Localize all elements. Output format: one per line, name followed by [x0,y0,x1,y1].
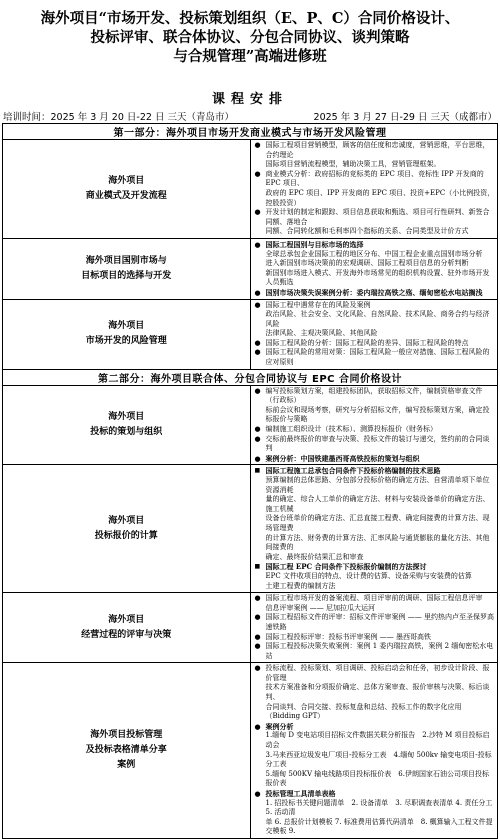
content-line [253,770,496,789]
title-line-3: 与合规管理”高端进修班 [173,48,327,65]
content-text: 量的确定、综合人工单价的确定方法、材料与安装设备单价的确定方法、施工机械 [265,495,490,513]
content-line [253,683,496,702]
content-text: 国际工程施工总承包合同条件下投标价格编制的技术思路 [265,466,441,476]
section-title: 第二部分：海外项目联合体、分包合同协议与 EPC 合同价格设计 [3,369,498,385]
content-line [253,160,496,170]
bullet-icon: ● [254,425,261,434]
module-name-line: 市场开发的风险管理 [85,336,167,347]
content-line [253,722,496,732]
module-content [250,299,498,369]
content-text: 政府的 EPC 项目、IPP 开发商的 EPC 项目、投资+EPC（小比例投资，控股投资） [265,188,495,207]
bullet-icon: ● [254,613,261,622]
module-name-line: 海外项目 [108,412,145,423]
content-line [253,310,496,329]
module-name-line: 海外项目国别市场与 [85,255,167,266]
content-line [253,288,496,298]
content-text: EPC 文件收项目的特点、设计费的估算、设备采购与安装费的估算 [265,571,472,580]
content-text: 国际工程 EPC 合同条件下投标报价编制的方法探讨 [265,562,427,572]
content-line [253,141,496,160]
content-text: 投标管理工具清单表格 [265,789,336,798]
bullet-icon: ● [254,208,261,217]
content-text: 新国别市场进入模式、开发海外市场常见的组织机构设置、驻外市场开发人员甄选 [265,268,490,287]
content-line [253,613,496,632]
content-text: 国际工程投标决策失败案例：案例 1 委内瑞拉高铁，案例 2 缅甸密松水电站 [265,642,494,660]
schedule-table [2,123,498,839]
module-name [3,385,251,465]
content-text: 全球总承包企业国际工程的地区分布、中国工程企业重点国别市场分析 [265,249,483,258]
content-line [253,572,496,582]
bullet-icon: ● [254,239,261,249]
content-line [253,534,496,553]
module-content [250,663,498,839]
bullet-icon: ● [254,642,261,651]
bullet-icon: ● [254,453,261,463]
content-text: 编写投标策划方案，组建投标团队，获取招标文件，编制资格审查文件（行政标） [265,386,483,405]
content-text: 编制施工组织设计（技术标）、测算投标报价（财务标） [265,425,437,434]
content-text: 国际工程风险的常用对策：国际工程风险一般应对措施、国际工程风险的应对原则 [265,348,490,367]
content-text: 5.缅甸 500KV 输电线路项目投标报价表 6.伊朗国家石油公司项目投标报价表 [265,769,489,788]
content-text: 国际工程风险的分析：国际工程风险的差异、国际工程风险的特点 [265,338,469,347]
content-text: 案例分析：中国铁建墨西哥高铁投标的策划与组织 [265,453,420,463]
content-text: 确定、最终报价结果汇总和审查 [265,552,364,561]
content-text: 预算编制的总体思路、分包部分投标价格的确定方法、自营清单项下单位资源消耗 [265,476,490,494]
module-content [250,385,498,465]
content-text: 国际工程投标评审：投标书评审案例 —— 墨西哥高铁 [265,632,431,641]
content-line [253,227,496,237]
bullet-icon: ● [254,300,261,309]
content-text: 国际工程项目营销模型，顾客的信任度和忠诚度，营销思维，平台思维，合约理论 [265,141,490,159]
content-line [253,731,496,750]
module-name-line: 及投标表格清单分享 [85,745,167,756]
module-name-line: 海外项目 [108,614,145,625]
schedule-table-body [3,124,498,839]
module-name [3,140,251,239]
content-text: 的计算方法、财务费的计算方法、汇率风险与通货膨胀的量化方法、其他间接费的 [265,533,490,552]
content-line [253,240,496,250]
module-content [250,238,498,299]
bullet-icon: ● [254,434,261,443]
content-line [253,301,496,311]
content-line [253,348,496,367]
content-text: 案例分析 [265,721,294,731]
content-line [253,553,496,563]
section-row [3,369,498,385]
content-text: 土建工程费的编制方法 [265,581,336,590]
title-line-2: 投标评审、联合体协议、分包合同协议、谈判策略 [90,29,410,46]
content-line [253,269,496,288]
content-text: 合同谈判、合同交接、投标复盘和总结、投标工作的数字化应用（Bidding GPT） [265,702,462,721]
module-name-line: 投标报价的计算 [94,530,158,541]
content-line [253,582,496,592]
module-name-line: 海外项目 [108,175,145,186]
content-text: 国际项目营销流程模型，辅助决策工具，营销管理框架。 [265,160,441,169]
module-name-line: 海外项目投标管理 [90,730,163,741]
content-text: 标前会议和现场考察，研究与分析招标文件，编写投标策划方案，确定投标报价与策略 [265,405,490,424]
module-name-line: 商业模式及开发流程 [85,190,167,201]
module-name-line: 案例 [117,760,136,771]
module-row [3,663,498,839]
module-content [250,593,498,663]
content-line [253,751,496,770]
module-row [3,465,498,593]
bullet-icon: ● [254,594,261,603]
module-row [3,593,498,663]
module-name-line: 海外项目 [108,321,145,332]
bullet-icon: ● [254,287,261,297]
content-text: 商业模式分析：政府招标的竞标类的 EPC 项目、竞标性 IPP 开发商的 EPC 项目、 [265,169,484,188]
module-name [3,465,251,593]
module-name [3,663,251,839]
content-line [253,664,496,683]
module-name-line: 海外项目 [108,515,145,526]
content-line [253,514,496,533]
content-line [253,259,496,269]
module-row [3,238,498,299]
content-line [253,789,496,799]
square-bullet-icon: ■ [254,563,261,571]
content-line [253,435,496,454]
content-text: 进入新国别市场决策前的宏观调研、国际工程项目信息的分析判断 [265,259,469,268]
module-row [3,299,498,369]
module-name [3,593,251,663]
content-line [253,250,496,260]
module-row [3,140,498,239]
square-bullet-icon: ■ [254,467,261,475]
bullet-icon: ● [254,169,261,178]
bullet-icon: ● [254,348,261,357]
content-line [253,594,496,604]
title-line-1: 海外项目“市场开发、投标策划组织（E、P、C）合同价格设计、 [40,10,460,27]
content-text: 政治风险、社会安全、文化风险、自然风险、技术风险、商务合约与经济风险 [265,310,490,328]
content-line [253,189,496,208]
content-line [253,476,496,495]
date-right: 2025 年 3 月 27 日-29 日 三天（成都市） [313,112,497,123]
module-content [250,465,498,593]
content-text: 3.马来西亚垃圾发电厂项目-投标分工表 4.缅甸 500kv 输变电项目-投标分工表 [265,750,492,769]
bullet-icon: ● [254,721,261,731]
bullet-icon: ● [254,141,261,149]
content-line [253,387,496,406]
content-text: 信息评审案例 —— 尼加拉瓜大运河 [265,603,375,612]
module-content [250,140,498,239]
bullet-icon: ● [254,338,261,347]
content-line [253,425,496,435]
date-left: 培训时间：2025 年 3 月 20 日-22 日 三天（青岛市） [3,112,234,123]
content-text: 技术方案准备和分项报价确定、总体方案审查、报价审核与决策、标后谈判、 [265,683,490,702]
document-title [0,9,500,66]
bullet-icon: ● [254,632,261,641]
content-line [253,798,500,818]
content-line [253,604,496,614]
content-line [253,406,496,425]
content-line [253,466,496,476]
content-line [253,642,496,661]
schedule-heading: 课程安排 [211,92,288,107]
module-name-line: 经营过程的评审与决策 [81,629,172,640]
content-line [253,170,496,189]
content-text: 1. 招投标书关键问题清单 2. 设备清单 3. 尽职调查表清单 4. 责任分工 5. 活动清 [265,798,500,817]
section-title: 第一部分：海外项目市场开发商业模式与市场开发风险管理 [3,124,498,140]
content-line [253,703,496,722]
content-text: 国际工程中遇常存在的风险及案例 [265,300,371,309]
content-text: 开发计划的制定和跟踪、项目信息获取和甄选、项目可行性研判、新签合同额、落地合 [265,208,490,226]
content-text: 国际工程市场开发的备案流程、项目评审前的调研、国际工程信息评审 [265,594,483,603]
content-line [253,633,496,643]
content-text: 单 6. 总报价计划模板 7. 标准费用估算代码清单 8. 概算输入工程文件提交模板 9. [265,817,493,836]
module-name-line: 目标项目的选择与开发 [81,270,172,281]
content-text: 国际工程招标文件的评审：招标文件评审案例 —— 里约热内卢至圣保罗高速铁路 [265,613,494,631]
content-text: 同额、合同转化额和毛利率四个指标的关系、合同类型及计价方式 [265,227,469,236]
content-text: 国际工程国别与目标市场的选择 [265,239,364,249]
content-line [253,562,496,572]
content-line [253,329,496,339]
module-row [3,385,498,465]
content-text: 法律风险、主观决策风险、其他风险 [265,329,378,338]
bullet-icon: ● [254,386,261,395]
section-row [3,124,498,140]
content-line [253,818,496,837]
content-line [253,208,496,227]
content-line [253,495,496,514]
module-name [3,299,251,369]
bullet-icon: ● [254,789,261,798]
content-text: 投标流程、投标策划、项目调研、投标启动会和任务，初步设计阶段、报价管理 [265,664,490,682]
content-text: 国别市场决策失误案例分析：委内瑞拉高铁之殇、缅甸密松水电站搁浅 [265,287,483,297]
bullet-icon: ● [254,664,261,673]
module-name [3,238,251,299]
content-text: 交标前最终报价的审查与决策、投标文件的装订与递交，签约前的合同谈判 [265,434,490,453]
content-text: 1.缅甸 D 变电站项目招标文件数据关联分析报告 2.沙特 M 项目投标启动会 [265,731,490,750]
content-line [253,454,496,464]
module-name-line: 投标的策划与组织 [90,427,163,438]
content-text: 设备台班单价的确定方法、汇总直接工程费、确定间接费的计算方法、现场管理费 [265,514,490,532]
